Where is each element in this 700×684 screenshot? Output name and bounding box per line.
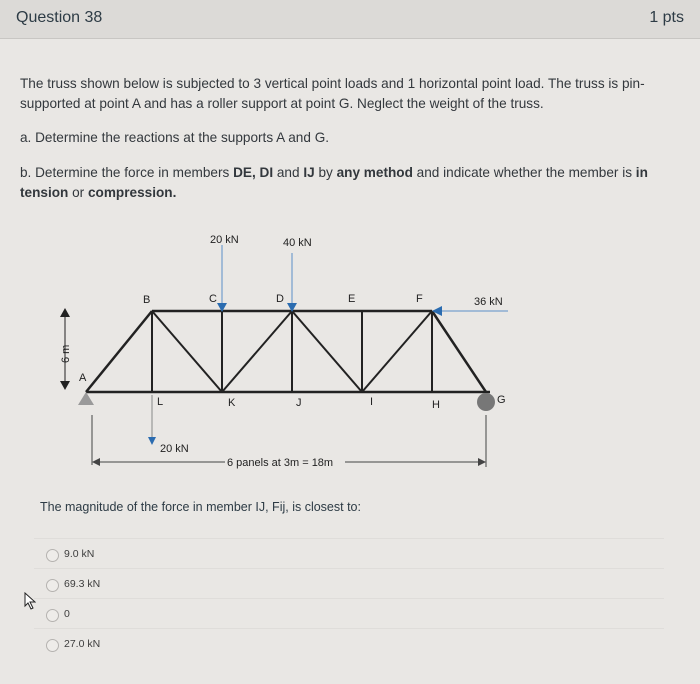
radio-button[interactable] <box>46 609 59 622</box>
node-k: K <box>228 397 236 409</box>
member-di <box>292 311 362 392</box>
question-header <box>0 0 700 39</box>
load-label-f: 36 kN <box>474 296 503 308</box>
answer-option-1[interactable] <box>34 538 664 569</box>
truss-figure <box>0 215 700 485</box>
answer-label: 27.0 kN <box>64 638 101 650</box>
answer-option-2[interactable] <box>34 568 664 599</box>
question-title: Question 38 <box>16 9 103 26</box>
answer-label: 9.0 kN <box>64 548 95 560</box>
load-arrow-l <box>148 437 156 445</box>
member-kd <box>222 311 292 392</box>
roller-support-g <box>477 393 495 411</box>
question-points: 1 pts <box>649 9 684 26</box>
node-b: B <box>143 294 151 306</box>
node-h: H <box>432 399 440 411</box>
node-e: E <box>348 293 356 305</box>
answer-option-3[interactable] <box>34 598 664 629</box>
node-c: C <box>209 293 217 305</box>
node-j: J <box>296 397 302 409</box>
radio-button[interactable] <box>46 639 59 652</box>
pin-support-a <box>78 392 94 405</box>
answer-label: 0 <box>64 608 70 620</box>
mouse-cursor-icon <box>24 592 36 610</box>
answer-prompt: The magnitude of the force in member IJ, Fij, is closest to: <box>40 500 361 514</box>
radio-button[interactable] <box>46 549 59 562</box>
question-part-a: a. Determine the reactions at the supports A and G. <box>20 130 330 145</box>
span-label: 6 panels at 3m = 18m <box>227 457 334 469</box>
height-label: 6 m <box>60 344 72 363</box>
node-l: L <box>157 396 164 408</box>
member-fg <box>432 311 486 392</box>
question-intro: The truss shown below is subjected to 3 vertical point loads and 1 horizontal point load. The truss is pin-supported at point A and has a roller support at point G. Neglect the weight of the truss. <box>20 76 645 111</box>
radio-button[interactable] <box>46 579 59 592</box>
answer-option-4[interactable] <box>34 628 664 659</box>
node-d: D <box>276 293 284 305</box>
load-label-d: 40 kN <box>283 237 312 249</box>
member-ab <box>86 311 152 392</box>
question-part-b: b. Determine the force in members DE, DI and IJ by any method and indicate whether the member is in tension or compression. <box>20 165 648 200</box>
load-label-l: 20 kN <box>160 443 189 455</box>
node-i: I <box>370 396 374 408</box>
member-bk <box>152 311 222 392</box>
node-f: F <box>416 293 423 305</box>
answer-label: 69.3 kN <box>64 578 101 590</box>
node-g: G <box>497 394 506 406</box>
load-label-c: 20 kN <box>210 234 239 246</box>
node-a: A <box>79 372 87 384</box>
member-if <box>362 311 432 392</box>
